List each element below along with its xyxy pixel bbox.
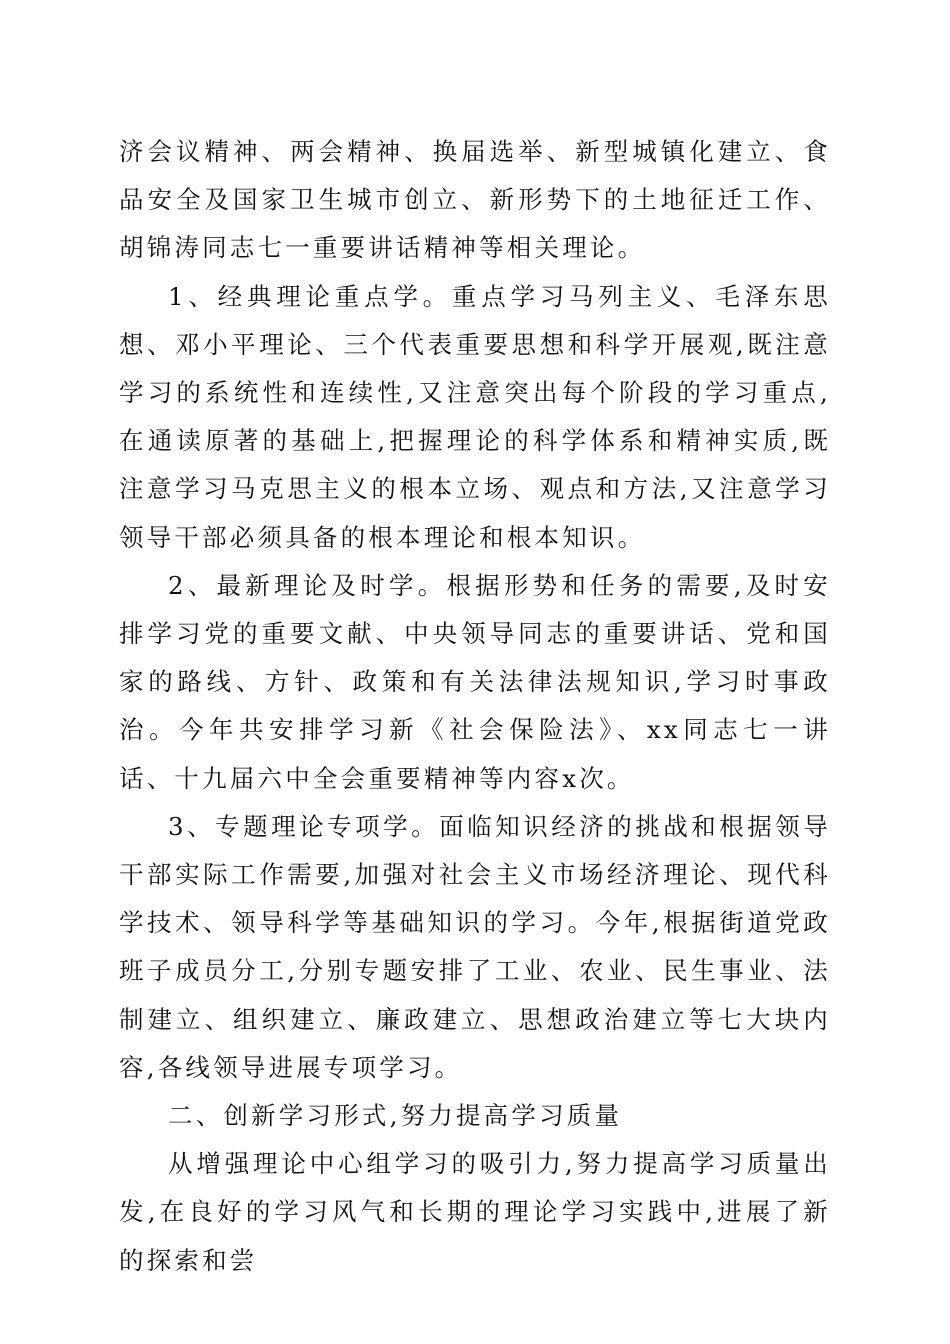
paragraph-continuation: 济会议精神、两会精神、换届选举、新型城镇化建立、食品安全及国家卫生城市创立、新形势下的土地征迁工作、胡锦涛同志七一重要讲话精神等相关理论。: [119, 137, 831, 263]
paragraph-innovation: 从增强理论中心组学习的吸引力,努力提高学习质量出发,在良好的学习风气和长期的理论学习实践中,进展了新的探索和尝: [119, 1149, 831, 1275]
paragraph-classic-theory: 1、经典理论重点学。重点学习马列主义、毛泽东思想、邓小平理论、三个代表重要思想和科学开展观,既注意学习的系统性和连续性,又注意突出每个阶段的学习重点,在通读原著的基础上,把握理论的科学体系和精神实质,既注意学习马克思主义的根本立场、观点和方法,又注意学习领导干部必须具备的根本理论和根本知识。: [119, 281, 831, 552]
paragraph-latest-theory: 2、最新理论及时学。根据形势和任务的需要,及时安排学习党的重要文献、中央领导同志的重要讲话、党和国家的路线、方针、政策和有关法律法规知识,学习时事政治。今年共安排学习新《社会保险法》、xx同志七一讲话、十九届六中全会重要精神等内容x次。: [119, 570, 831, 793]
section-heading: 二、创新学习形式,努力提高学习质量: [168, 1101, 623, 1131]
document-body: [119, 128, 831, 1285]
paragraph-special-theory: 3、专题理论专项学。面临知识经济的挑战和根据领导干部实际工作需要,加强对社会主义市场经济理论、现代科学技术、领导科学等基础知识的学习。今年,根据街道党政班子成员分工,分别专题安排了工业、农业、民生事业、法制建立、组织建立、廉政建立、思想政治建立等七大块内容,各线领导进展专项学习。: [119, 811, 831, 1082]
